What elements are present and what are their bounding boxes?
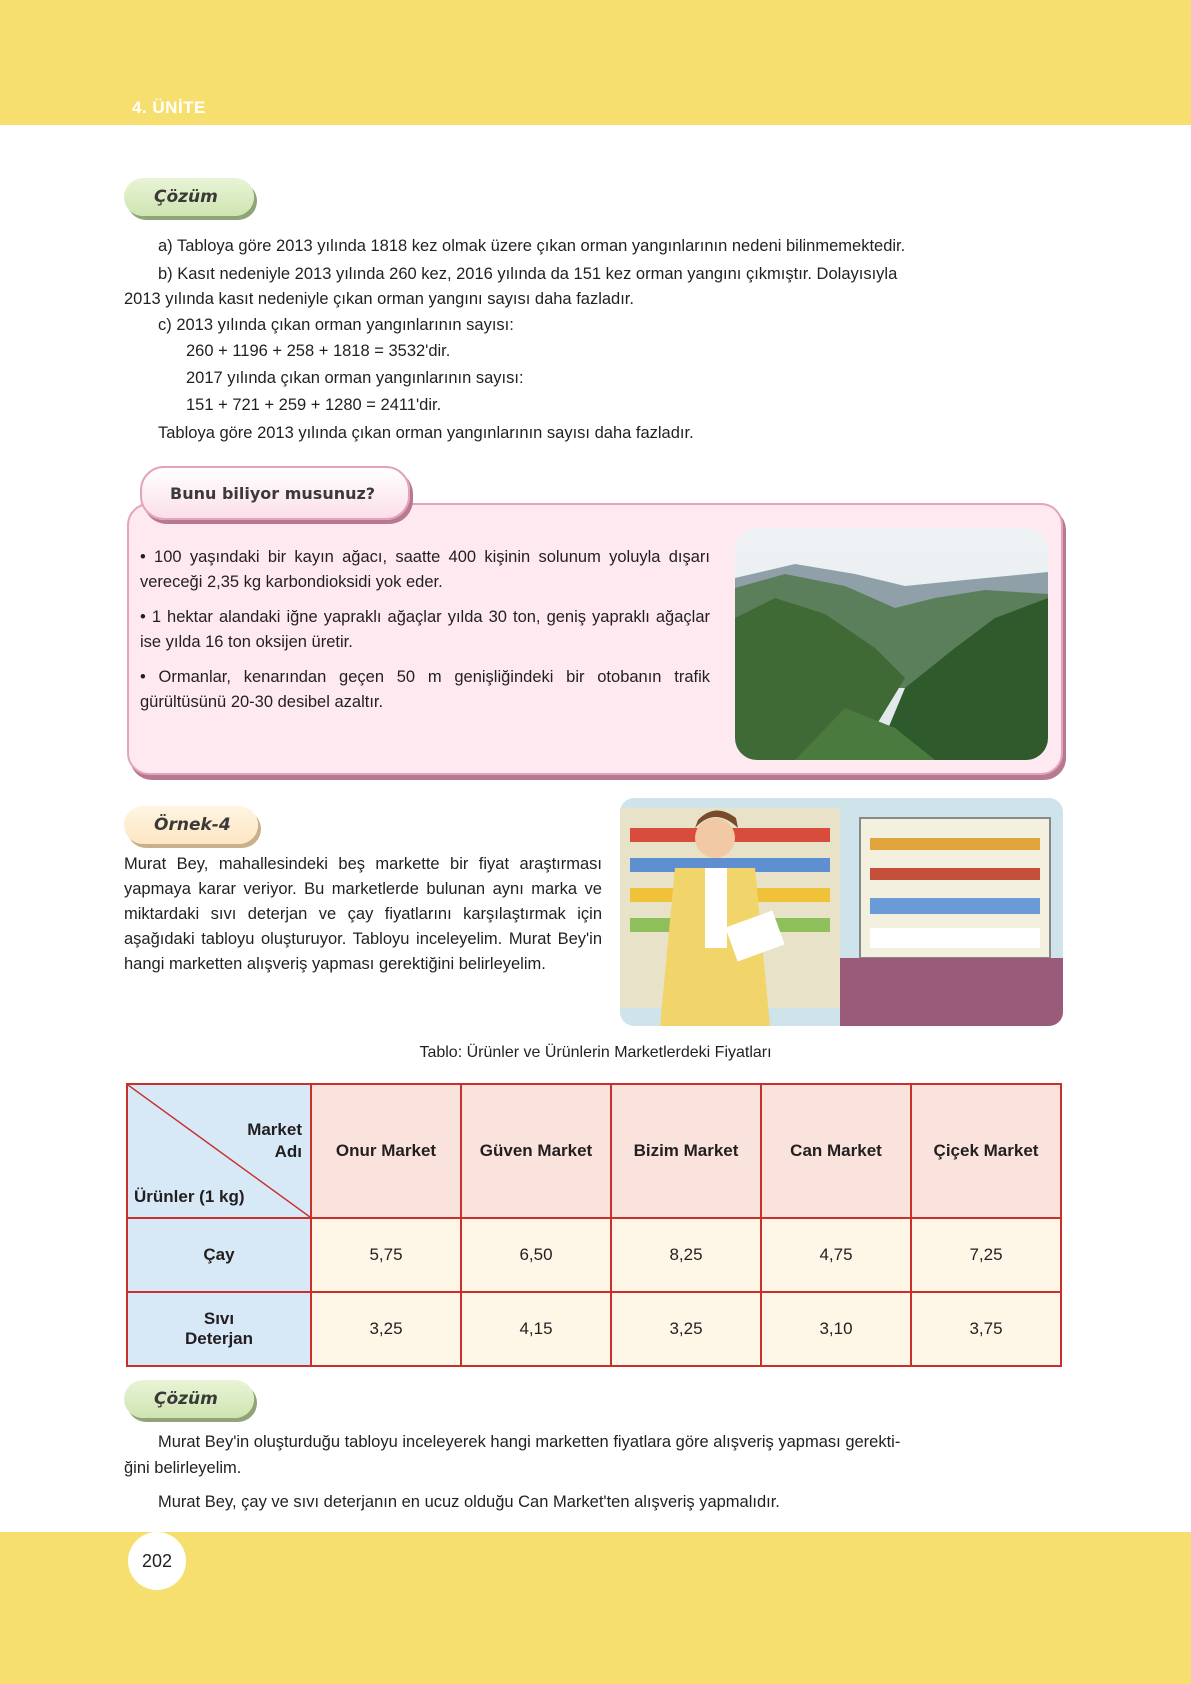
unit-label: 4. ÜNİTE bbox=[132, 98, 206, 117]
corner-top-line1: Market bbox=[247, 1120, 302, 1139]
product-line1: Sıvı bbox=[203, 1309, 235, 1328]
market-header: Çiçek Market bbox=[911, 1084, 1061, 1218]
product-line2: Deterjan bbox=[184, 1329, 254, 1348]
price-cell: 3,75 bbox=[911, 1292, 1061, 1366]
market-name-header bbox=[247, 1119, 302, 1163]
solution-label: Çözüm bbox=[124, 1380, 254, 1418]
forest-photo bbox=[735, 528, 1048, 760]
table-corner-cell bbox=[127, 1084, 311, 1218]
market-header: Bizim Market bbox=[611, 1084, 761, 1218]
solution-c-sum-2017: 151 + 721 + 259 + 1280 = 2411'dir. bbox=[186, 396, 442, 414]
price-cell: 7,25 bbox=[911, 1218, 1061, 1292]
table-caption: Tablo: Ürünler ve Ürünlerin Marketlerdeki Fiyatları bbox=[419, 1044, 772, 1061]
price-cell: 3,10 bbox=[761, 1292, 911, 1366]
table-row bbox=[127, 1218, 1061, 1292]
solution2-line1: Murat Bey'in oluşturduğu tabloyu inceleyerek hangi marketten fiyatlara göre alışveriş yapması gerekti- bbox=[158, 1433, 901, 1451]
solution-c-sum-2013: 260 + 1196 + 258 + 1818 = 3532'dir. bbox=[186, 342, 451, 360]
solution-b-line2: 2013 yılında kasıt nedeniyle çıkan orman yangını sayısı daha fazladır. bbox=[124, 290, 634, 308]
product-cell: Çay bbox=[127, 1218, 311, 1292]
page-number: 202 bbox=[128, 1532, 186, 1590]
solution-c-2017-label: 2017 yılında çıkan orman yangınlarının sayısı: bbox=[186, 369, 524, 387]
fact-item: • Ormanlar, kenarından geçen 50 m genişliğindeki bir otobanın trafik gürültüsünü 20-30 desibel azaltır. bbox=[140, 668, 710, 711]
price-cell: 5,75 bbox=[311, 1218, 461, 1292]
table-row bbox=[127, 1292, 1061, 1366]
solution2-line2: ğini belirleyelim. bbox=[124, 1459, 242, 1477]
price-table bbox=[126, 1083, 1062, 1367]
example-label: Örnek-4 bbox=[124, 806, 258, 844]
products-header: Ürünler (1 kg) bbox=[134, 1187, 245, 1206]
price-cell: 3,25 bbox=[611, 1292, 761, 1366]
market-header: Onur Market bbox=[311, 1084, 461, 1218]
price-cell: 4,75 bbox=[761, 1218, 911, 1292]
market-header: Güven Market bbox=[461, 1084, 611, 1218]
solution-b-line1: b) Kasıt nedeniyle 2013 yılında 260 kez, 2016 yılında da 151 kez orman yangını çıkmıştır. Dolayısıyla bbox=[158, 265, 898, 283]
fact-item: • 100 yaşındaki bir kayın ağacı, saatte 400 kişinin solunum yoluyla dışarı vereceği 2,35 kg karbondioksidi yok eder. bbox=[140, 548, 710, 591]
price-cell: 6,50 bbox=[461, 1218, 611, 1292]
market-header: Can Market bbox=[761, 1084, 911, 1218]
did-you-know-title: Bunu biliyor musunuz? bbox=[140, 466, 410, 520]
market-illustration bbox=[620, 798, 1063, 1026]
price-cell: 4,15 bbox=[461, 1292, 611, 1366]
example-text: Murat Bey, mahallesindeki beş markette bir fiyat araştırması yapmaya karar veriyor. Bu marketlerde bulunan aynı marka ve miktardaki sıvı deterjan ve çay fiyatlarını karşılaştırmak için aşağıdaki tabloyu oluşturuyor. Tabloyu inceleyelim. Murat Bey'in hangi marketten alışveriş yapması gerektiğini belirleyelim. bbox=[124, 855, 602, 973]
price-cell: 8,25 bbox=[611, 1218, 761, 1292]
solution2-line3: Murat Bey, çay ve sıvı deterjanın en ucuz olduğu Can Market'ten alışveriş yapmalıdır. bbox=[158, 1493, 780, 1511]
corner-top-line2: Adı bbox=[274, 1142, 302, 1161]
solution-label: Çözüm bbox=[124, 178, 254, 216]
fact-item: • 1 hektar alandaki iğne yapraklı ağaçlar yılda 30 ton, geniş yapraklı ağaçlar ise yılda 16 ton oksijen üretir. bbox=[140, 608, 710, 651]
product-cell bbox=[127, 1292, 311, 1366]
solution-conclusion: Tabloya göre 2013 yılında çıkan orman yangınlarının sayısı daha fazladır. bbox=[158, 424, 694, 442]
price-cell: 3,25 bbox=[311, 1292, 461, 1366]
solution-a: a) Tabloya göre 2013 yılında 1818 kez olmak üzere çıkan orman yangınlarının nedeni bilinmemektedir. bbox=[158, 237, 906, 255]
solution-c: c) 2013 yılında çıkan orman yangınlarının sayısı: bbox=[158, 316, 514, 334]
